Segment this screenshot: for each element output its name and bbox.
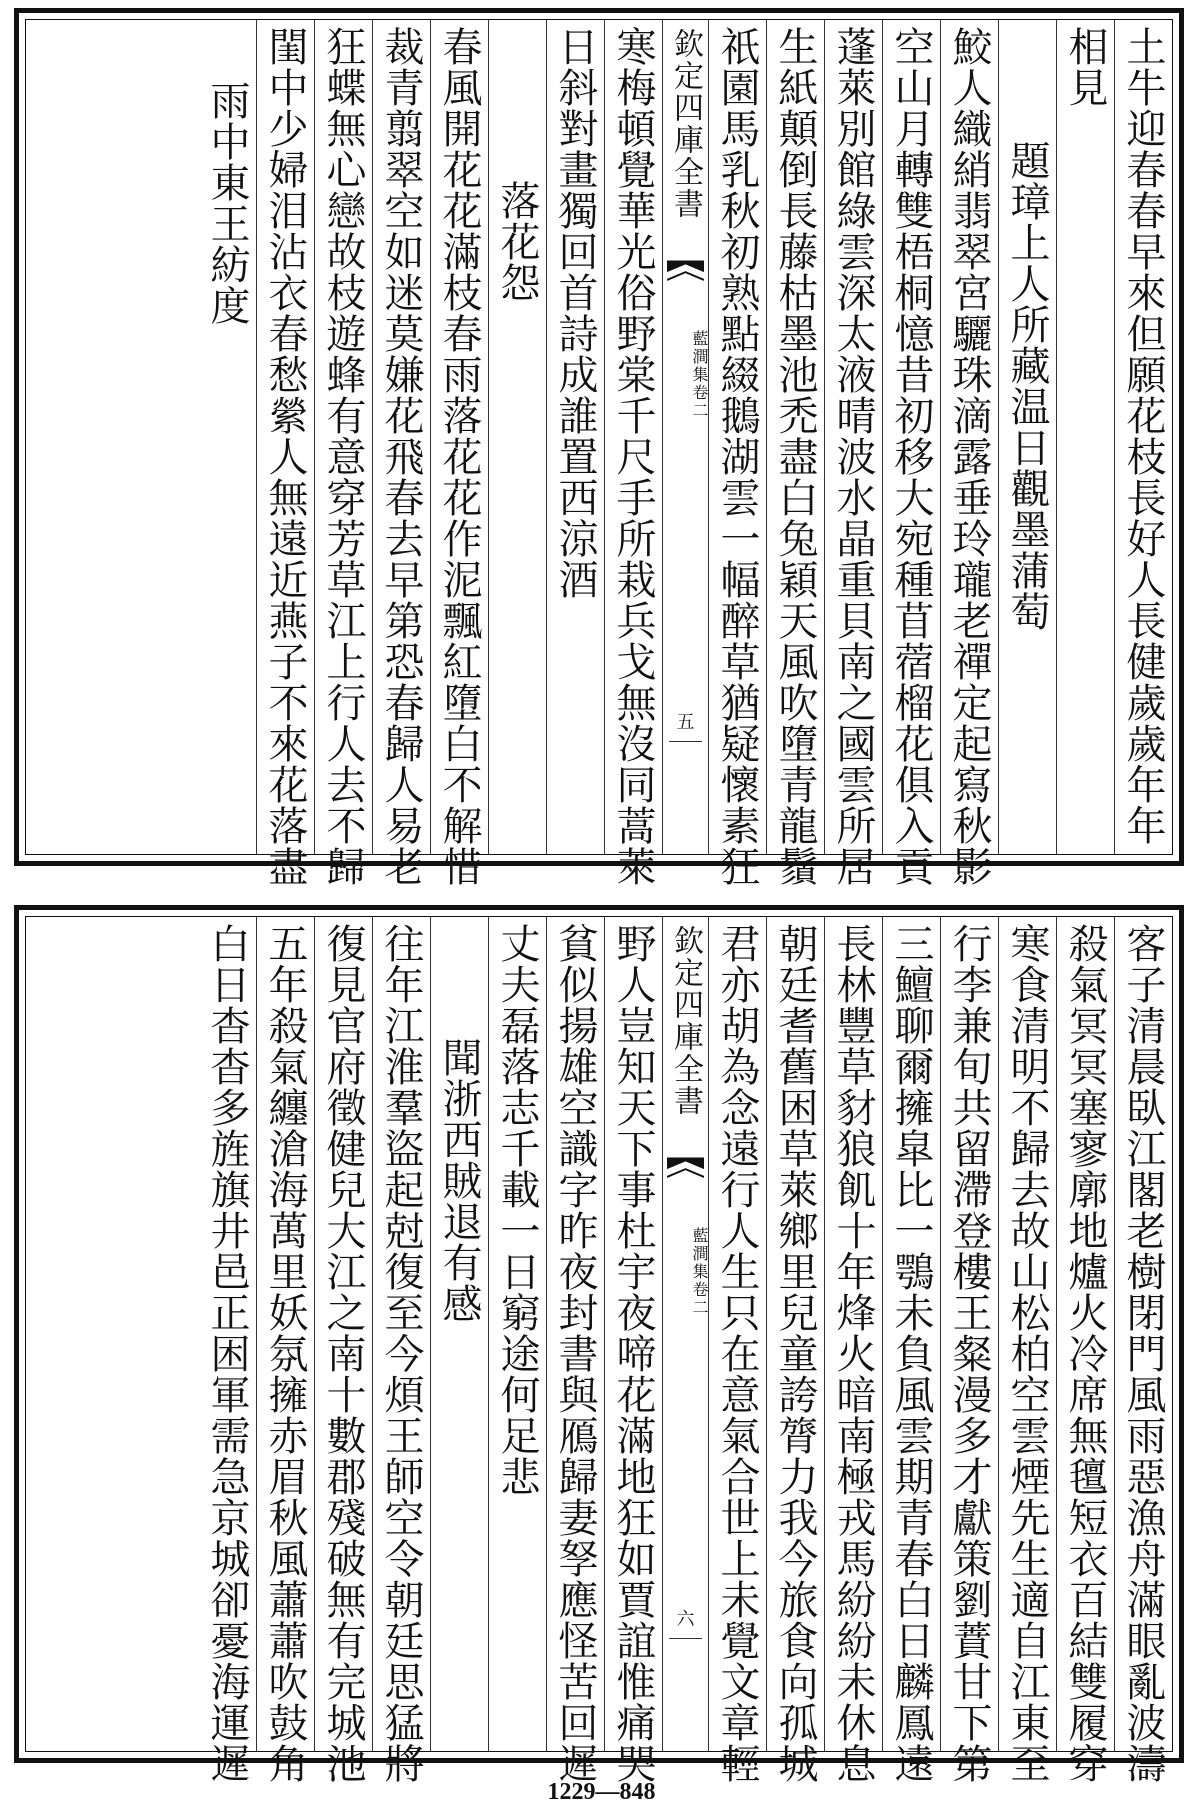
text-column — [766, 917, 824, 1784]
text-column — [372, 917, 430, 1784]
column-text: 野人豈知天下事杜宇夜啼花滿地狂如賈誼惟痛哭 — [610, 923, 656, 1784]
collection-label — [663, 320, 708, 430]
text-column — [1114, 917, 1172, 1784]
page-frame — [25, 916, 1173, 1784]
column-text: 君亦胡為念遠行人生只在意氣合世上未覺文章輕 — [714, 923, 760, 1784]
text-column — [882, 917, 940, 1784]
text-column — [940, 20, 998, 887]
text-column — [604, 20, 662, 887]
volume-label: 卷二 — [690, 384, 709, 420]
text-column — [882, 20, 940, 887]
text-column — [546, 20, 604, 854]
text-column — [708, 917, 766, 1784]
page-upper — [14, 8, 1184, 887]
column-text: 裁青翦翠空如迷莫嫌花飛春去早第恐春歸人易老 — [378, 26, 424, 887]
column-text: 丈夫磊落志千載一日窮途何足悲 — [494, 923, 540, 1497]
center-strip — [662, 917, 708, 1751]
column-text: 朝廷耆舊困草萊鄉里兒童誇膂力我今旅食向孤城 — [772, 923, 818, 1784]
column-text: 五年殺氣纏滄海萬里妖氛擁赤眉秋風蕭蕭吹鼓角 — [262, 923, 308, 1784]
text-column — [256, 917, 314, 1784]
columns-lower — [26, 917, 1172, 1784]
column-text: 蓬萊別館綠雲深太液晴波水晶重貝南之國雲所居 — [830, 26, 876, 887]
text-column — [708, 20, 766, 887]
column-text: 相見 — [1062, 26, 1108, 108]
column-text: 白日杳杳多旌旗井邑正困軍需急京城卻憂海運遲 — [204, 923, 250, 1784]
text-column — [488, 917, 546, 1751]
text-column — [824, 917, 882, 1784]
library-title: 欽定四庫全書 — [668, 925, 703, 1117]
text-column — [824, 20, 882, 887]
collection-name: 藍澗集 — [690, 1227, 709, 1281]
text-column — [998, 20, 1056, 854]
center-strip — [662, 20, 708, 854]
column-text: 祇園馬乳秋初熟點綴鵝湖雲一幅醉草猶疑懷素狂 — [714, 26, 760, 887]
text-column — [1056, 917, 1114, 1784]
column-text: 長林豐草豺狼飢十年烽火暗南極戎馬紛紛未休息 — [830, 923, 876, 1784]
columns-upper — [26, 20, 1172, 887]
column-text: 寒食清明不歸去故山松柏空雲煙先生適自江東至 — [1004, 923, 1050, 1784]
fish-tail-mark-icon — [667, 1157, 704, 1193]
text-column — [940, 917, 998, 1784]
text-column — [604, 917, 662, 1784]
text-column — [488, 20, 546, 854]
column-text: 行李兼旬共留滯登樓王粲漫多才獻策劉蕡甘下第 — [946, 923, 992, 1784]
column-text: 殺氣冥冥塞寥廓地爐火冷席無氊短衣百結雙履穿 — [1062, 923, 1108, 1784]
text-column — [546, 917, 604, 1784]
text-column — [314, 917, 372, 1784]
text-column — [1114, 20, 1172, 887]
column-text: 客子清晨臥江閣老樹閉門風雨惡漁舟滿眼亂波濤 — [1120, 923, 1166, 1784]
column-text: 三鱣聊爾擁皐比一鶚未負風雲期青春白日麟鳳遠 — [888, 923, 934, 1784]
folio-rule — [669, 741, 702, 742]
text-column — [430, 917, 488, 1751]
page-reference-number: 1229—848 — [547, 1779, 656, 1805]
text-column — [766, 20, 824, 887]
poem-title: 聞浙西賊退有感 — [436, 1037, 482, 1324]
column-text: 往年江淮羣盜起尅復至今煩王師空令朝廷思猛將 — [378, 923, 424, 1784]
column-text: 空山月轉雙梧桐憶昔初移大宛種苜蓿榴花俱入貢 — [888, 26, 934, 887]
column-text: 寒梅頓覺華光俗野棠千尺手所栽兵戈無沒同蒿萊 — [610, 26, 656, 887]
column-text: 貧似揚雄空識字昨夜封書與鴈歸妻孥應怪苦回遲 — [552, 923, 598, 1784]
collection-label — [663, 1217, 708, 1327]
text-column — [256, 20, 314, 887]
column-text: 日斜對畫獨回首詩成誰置西涼酒 — [552, 26, 598, 600]
collection-name: 藍澗集 — [690, 330, 709, 384]
column-text: 鮫人織綃翡翠宮驪珠滴露垂玲瓏老禪定起寫秋影 — [946, 26, 992, 887]
poem-title: 落花怨 — [494, 180, 540, 303]
column-text: 生紙顛倒長藤枯墨池禿盡白兔穎天風吹墮青龍鬚 — [772, 26, 818, 887]
text-column — [314, 20, 372, 887]
fish-tail-mark-icon — [667, 260, 704, 296]
folio-number: 五 — [676, 712, 695, 733]
poem-title: 雨中東王紡度 — [204, 80, 250, 326]
page-lower — [14, 905, 1184, 1784]
column-text: 狂蝶無心戀故枝遊蜂有意穿芳草江上行人去不歸 — [320, 26, 366, 887]
text-column — [198, 917, 256, 1784]
library-title: 欽定四庫全書 — [668, 28, 703, 220]
column-text: 閨中少婦泪沾衣春愁縈人無遠近燕子不來花落盡 — [262, 26, 308, 887]
text-column — [1056, 20, 1114, 854]
poem-title: 題璋上人所藏温日觀墨蒲萄 — [1004, 140, 1050, 632]
text-column — [372, 20, 430, 887]
column-text: 土牛迎春春早來但願花枝長好人長健歲歲年年一 — [1120, 26, 1166, 887]
text-column — [998, 917, 1056, 1784]
folio-rule — [669, 1638, 702, 1639]
column-text: 復見官府徵健兒大江之南十數郡殘破無有完城池 — [320, 923, 366, 1784]
page-frame — [25, 19, 1173, 887]
text-column — [198, 20, 256, 854]
column-text: 春風開花花滿枝春雨落花花作泥飄紅墮白不解惜 — [436, 26, 482, 887]
volume-label: 卷二 — [690, 1281, 709, 1317]
text-column — [430, 20, 488, 887]
folio-number: 六 — [676, 1609, 695, 1630]
